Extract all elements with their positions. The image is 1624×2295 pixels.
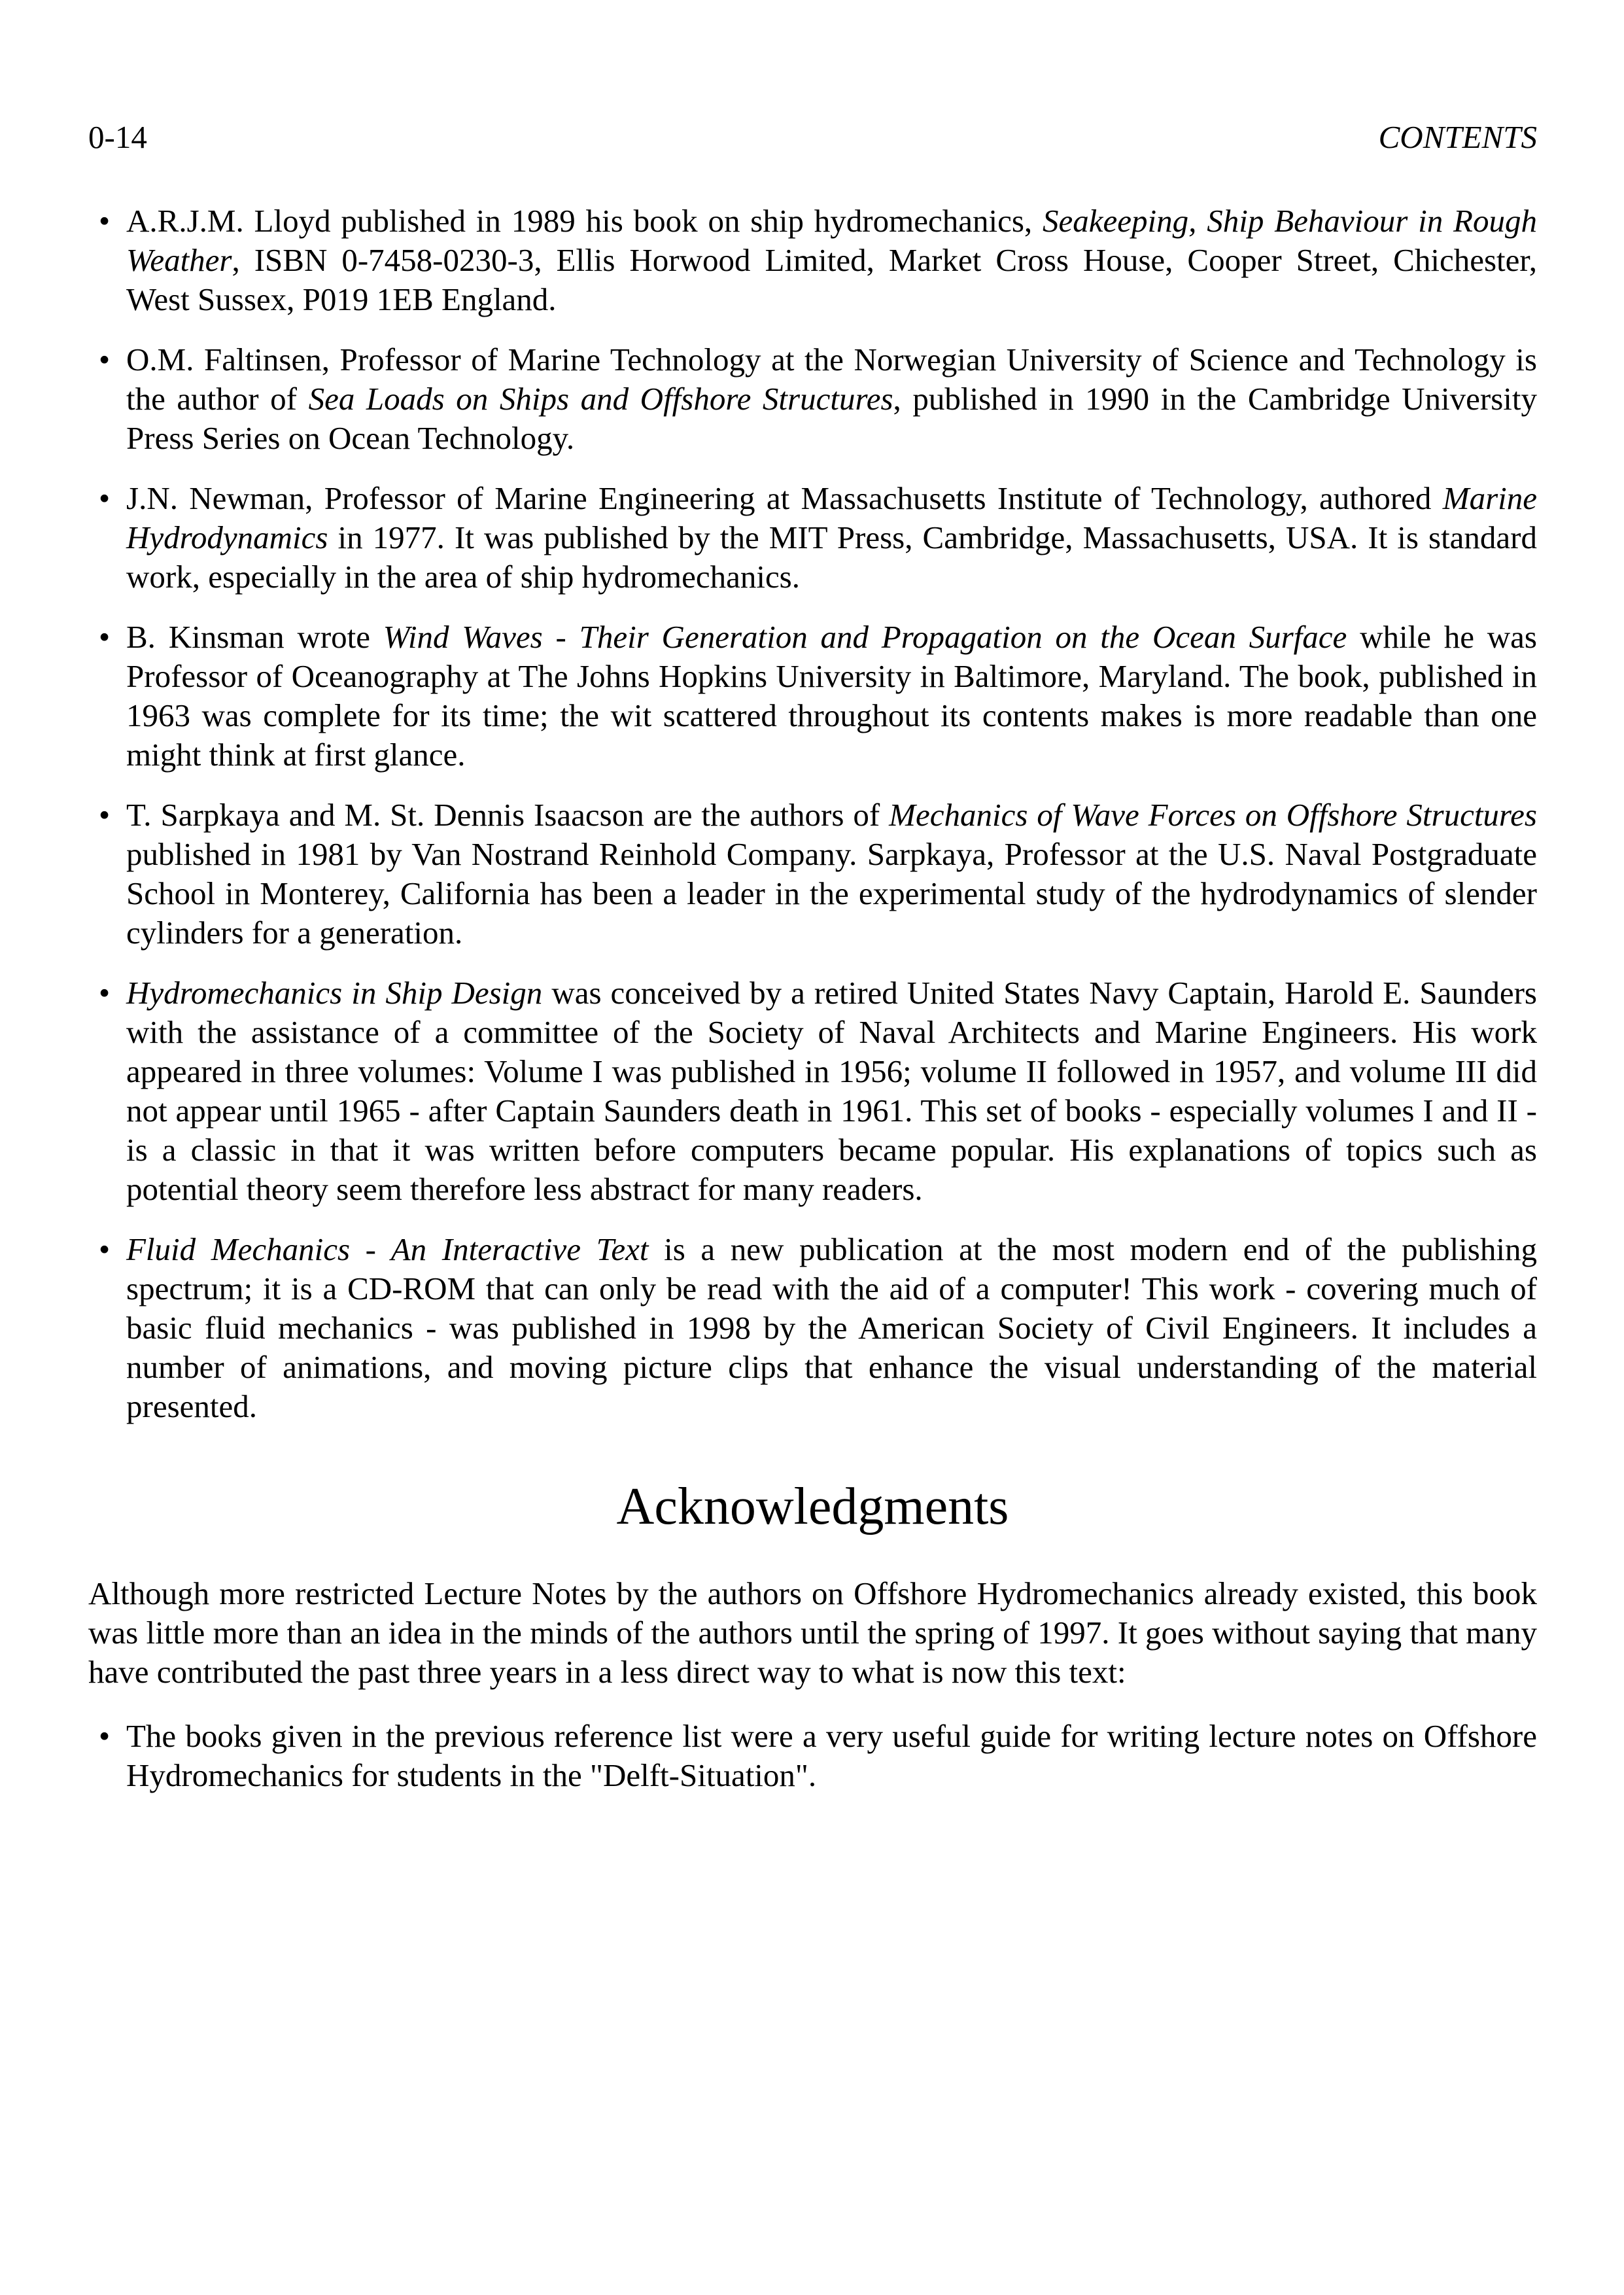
text-segment: O.M. Faltinsen, Professor of Marine Technology at the Norwegian University of Science and Technology is the author of [126, 342, 1537, 417]
reference-item [126, 201, 1537, 319]
book-title-italic: Marine Hydrodynamics [126, 480, 1537, 555]
page-number: 0-14 [88, 119, 147, 155]
text-segment: J.N. Newman, Professor of Marine Engineering at Massachusetts Institute of Technology, authored [126, 480, 1443, 516]
text-segment: , ISBN 0-7458-0230-3, Ellis Horwood Limited, Market Cross House, Cooper Street, Chichester, West Sussex, P019 1EB England. [126, 242, 1537, 317]
text-segment: while he was Professor of Oceanography at The Johns Hopkins University in Baltimore, Maryland. The book, published in 1963 was complete for its time; the wit scattered throughout its contents makes is more readable than one might think at first glance. [126, 619, 1537, 773]
acknowledgment-item [126, 1717, 1537, 1795]
running-header-title: CONTENTS [1378, 119, 1537, 155]
text-segment: was conceived by a retired United States Navy Captain, Harold E. Saunders with the assistance of a committee of the Society of Naval Architects and Marine Engineers. His work appeared in three volumes: Volume I was published in 1956; volume II followed in 1957, and volume III did not appear until 1965 - after Captain Saunders death in 1961. This set of books - especially volumes I and II - is a classic in that it was written before computers became popular. His explanations of topics such as potential theory seem therefore less abstract for many readers. [126, 975, 1537, 1207]
reference-item [126, 340, 1537, 458]
text-segment: in 1977. It was published by the MIT Press, Cambridge, Massachusetts, USA. It is standard work, especially in the area of ship hydromechanics. [126, 519, 1537, 595]
text-segment: T. Sarpkaya and M. St. Dennis Isaacson are the authors of [126, 797, 890, 833]
reference-item [126, 618, 1537, 775]
book-title-italic: Hydromechanics in Ship Design [126, 975, 543, 1011]
reference-item [126, 479, 1537, 597]
text-segment: is a new publication at the most modern end of the publishing spectrum; it is a CD-ROM that can only be read with the aid of a computer! This work - covering much of basic fluid mechanics - was published in 1998 by the American Society of Civil Engineers. It includes a number of animations, and moving picture clips that enhance the visual understanding of the material presented. [126, 1231, 1537, 1424]
book-title-italic: Sea Loads on Ships and Offshore Structures [308, 381, 893, 417]
acknowledgments-paragraph: Although more restricted Lecture Notes by the authors on Offshore Hydromechanics already existed, this book was little more than an idea in the minds of the authors until the spring of 1997. It goes without saying that many have contributed the past three years in a less direct way to what is now this text: [88, 1575, 1537, 1690]
book-title-italic: Seakeeping, Ship Behaviour in Rough Weather [126, 203, 1537, 278]
acknowledgments-list [88, 1717, 1537, 1795]
text-segment: published in 1981 by Van Nostrand Reinhold Company. Sarpkaya, Professor at the U.S. Naval Postgraduate School in Monterey, California has been a leader in the experimental study of the hydrodynamics of slender cylinders for a generation. [126, 836, 1537, 951]
text-segment: The books given in the previous reference list were a very useful guide for writing lecture notes on Offshore Hydromechanics for students in the "Delft-Situation". [126, 1718, 1537, 1793]
reference-list [88, 201, 1537, 1426]
book-title-italic: Wind Waves - Their Generation and Propagation on the Ocean Surface [383, 619, 1347, 655]
text-segment: , published in 1990 in the Cambridge University Press Series on Ocean Technology. [126, 381, 1538, 456]
reference-item [126, 1230, 1537, 1426]
text-segment: B. Kinsman wrote [126, 619, 383, 655]
book-title-italic: Mechanics of Wave Forces on Offshore Structures [889, 797, 1537, 833]
text-segment: A.R.J.M. Lloyd published in 1989 his book on ship hydromechanics, [126, 203, 1043, 239]
book-title-italic: Fluid Mechanics - An Interactive Text [126, 1231, 649, 1267]
reference-item [126, 973, 1537, 1209]
reference-item [126, 796, 1537, 953]
page-header [88, 118, 1537, 157]
acknowledgments-heading: Acknowledgments [616, 1478, 1009, 1535]
